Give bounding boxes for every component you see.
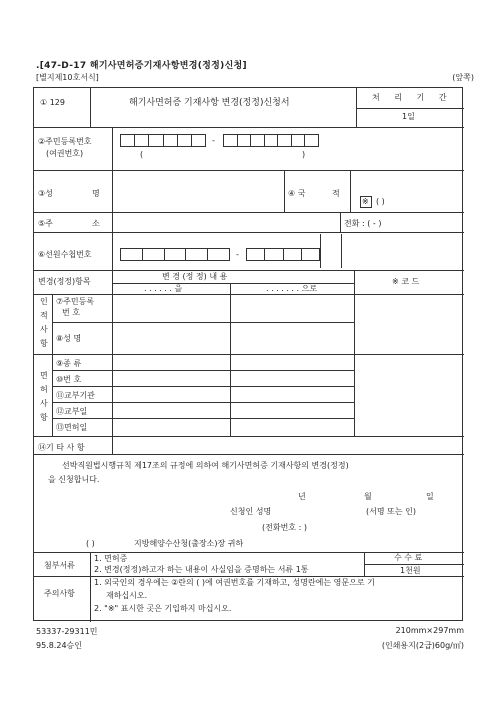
seaman-book-back-cells[interactable]: [246, 248, 320, 261]
seaman-book-front-cells[interactable]: [120, 248, 230, 261]
other-items-label: ⑭기 타 사 항: [38, 443, 85, 452]
seaman-book-label: ⑥선원수첩번호: [38, 250, 92, 259]
footer-paper: (인쇄용지(2급)60g/㎡): [381, 641, 464, 650]
footer-approval: 95.8.24승인: [36, 641, 82, 650]
change-item-header: 변경(정정)항목: [38, 277, 91, 286]
note-2: 2. "※" 표시한 곳은 기입하지 마십시오.: [94, 604, 232, 613]
resident-number-label: ②주민등록번호: [38, 137, 92, 146]
signature-label: (서명 또는 인): [366, 507, 416, 516]
nationality-label: ④ 국: [288, 189, 306, 198]
item-resident-number: ⑦주민등록: [56, 297, 95, 306]
personal-group-4: 항: [40, 339, 48, 348]
processing-period-value: 1일: [402, 112, 415, 121]
applicant-name-label: 신청인 성명: [230, 507, 272, 516]
item-name: ⑧성 명: [56, 334, 82, 343]
date-month: 월: [364, 492, 372, 501]
item-type: ⑨종 류: [56, 359, 82, 368]
item-number: ⑩번 호: [56, 375, 82, 384]
statement-line-2: 을 신청합니다.: [48, 475, 100, 484]
attachment-2: 2. 변경(정정)하고자 하는 내용이 사실임을 증명하는 서류 1통: [94, 565, 309, 574]
document-title: .[47-D-17 해기사면허증기재사항변경(정정)신청]: [36, 61, 247, 71]
personal-group-1: 인: [40, 297, 48, 306]
personal-group-2: 적: [40, 311, 48, 320]
applicant-phone: (전화번호 : ): [262, 523, 307, 532]
change-content-header: 변 경 (정 정) 내 용: [162, 272, 228, 281]
form-name: 해기사면허증 기재사항 변경(정정)신청서: [129, 98, 290, 108]
attachment-1: 1. 면허증: [94, 554, 128, 563]
footer-form-code: 53337-29311민: [36, 627, 98, 636]
change-to-label: . . . . . . . 으로: [266, 284, 318, 293]
resident-number-front-cells[interactable]: [120, 134, 206, 147]
form-number: [별지제10호서식]: [36, 73, 99, 82]
item-issue-date: ⑫교부일: [56, 407, 88, 416]
statement-line-1: 선박직원법시행규칙 제17조의 규정에 의하여 해기사면허증 기재사항의 변경(정정): [62, 461, 349, 470]
date-year: 년: [298, 492, 306, 501]
phone-field[interactable]: 전화 : ( - ): [344, 219, 382, 228]
date-day: 일: [426, 492, 434, 501]
fee-label: 수 수 료: [394, 553, 423, 562]
form-code: ① 129: [40, 98, 65, 107]
form-frame: ① 129 해기사면허증 기재사항 변경(정정)신청서 처 리 기 간 1일 ②주민등록번호 (여권번호) - ( ) ③성 명 ④ 국 적 ※ ( ) ⑤주 소 전화 : ( - ) ⑥선원수첩번호 - 변경(정정)항목 변 경 (정 정) 내 용 . . . . . . 을 . . . . . . . 으로 ※ 코 드 인 적 사 항 ⑦주민등록 번 호 ⑧성 명 면 허 사 항 ⑨종 류 ⑩번 호 ⑪교부기관 ⑫교부일 ⑬면허일 ⑭기 타 사 항 선박직원법시행규칙 제17조의 규정에 의하여 해기사면허증 기재사항의 변경(정정) 을 신청합니다. 년 월 일 신청인 성명 (서명 또는 인) (전화번호 : ) ( ) 지방해양수산청(출장소)장 귀하 첨부서류 1. 면허증 2. 변경(정정)하고자 하는 내용이 사실임을 증명하는 서류 1통 수 수 료 1천원 주의사항 1. 외국인의 경우에는 ②란의 ( )에 여권번호를 기재하고, 성명란에는 영문으로 기 재하십시오. 2. "※" 표시한 곳은 기입하지 마십시오.: [33, 87, 463, 621]
processing-period-label: 처 리 기 간: [372, 93, 453, 102]
recipient-office: 지방해양수산청(출장소)장 귀하: [134, 539, 244, 548]
fee-value: 1천원: [400, 566, 421, 575]
footer-size: 210mm×297mm: [395, 626, 464, 635]
notes-label: 주의사항: [44, 589, 75, 598]
license-group-2: 허: [40, 385, 48, 394]
resident-number-back-cells[interactable]: [223, 134, 319, 147]
item-issuer: ⑪교부기관: [56, 391, 95, 400]
license-group-1: 면: [40, 371, 48, 380]
license-group-3: 사: [40, 399, 48, 408]
personal-group-3: 사: [40, 325, 48, 334]
page-side: (앞쪽): [452, 73, 474, 82]
note-1-cont: 재하십시오.: [106, 591, 148, 600]
item-license-date: ⑬면허일: [56, 423, 88, 432]
code-header: ※ 코 드: [392, 277, 420, 286]
change-from-label: . . . . . . 을: [144, 284, 183, 293]
address-label: ⑤주: [38, 219, 53, 228]
passport-number-label: (여권번호): [46, 149, 84, 158]
note-1: 1. 외국인의 경우에는 ②란의 ( )에 여권번호를 기재하고, 성명란에는 영문으로 기: [94, 578, 375, 587]
name-label: ③성: [38, 189, 53, 198]
license-group-4: 항: [40, 413, 48, 422]
attachments-label: 첨부서류: [44, 561, 75, 570]
